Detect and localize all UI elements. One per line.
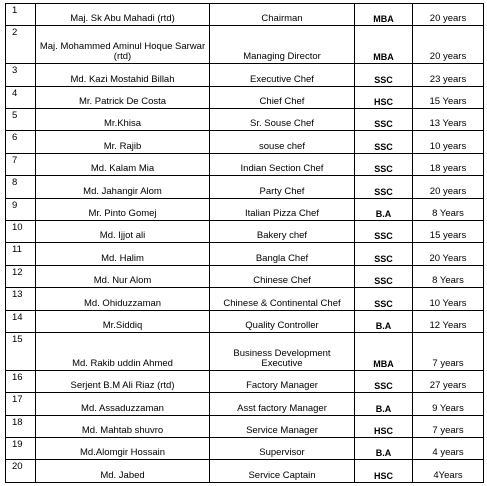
staff-name: Md. Mahtab shuvro (36, 415, 210, 437)
staff-experience: 13 Years (413, 109, 484, 131)
staff-name: Md. Kalam Mia (36, 153, 210, 175)
table-row (6, 438, 484, 460)
staff-qualification: HSC (355, 460, 413, 483)
staff-qualification: B.A (355, 310, 413, 332)
staff-position: Quality Controller (210, 310, 355, 332)
staff-qualification: B.A (355, 393, 413, 415)
staff-position: Party Chef (210, 176, 355, 198)
staff-experience: 4 years (413, 438, 484, 460)
staff-qualification: SSC (355, 153, 413, 175)
table-row (6, 221, 484, 243)
table-row (6, 4, 484, 26)
serial-number: 13 (6, 288, 36, 310)
table-row (6, 460, 484, 483)
staff-qualification: SSC (355, 109, 413, 131)
staff-experience: 20 years (413, 4, 484, 26)
staff-experience: 20 years (413, 26, 484, 64)
staff-experience: 9 Years (413, 393, 484, 415)
table-row (6, 310, 484, 332)
serial-number: 15 (6, 332, 36, 370)
serial-number: 5 (6, 109, 36, 131)
table-row (6, 64, 484, 86)
staff-qualification: SSC (355, 370, 413, 392)
table-row (6, 332, 484, 370)
staff-qualification: SSC (355, 243, 413, 265)
staff-experience: 7 years (413, 415, 484, 437)
staff-experience: 20 years (413, 176, 484, 198)
staff-experience: 8 Years (413, 265, 484, 287)
table-row (6, 265, 484, 287)
serial-number: 16 (6, 370, 36, 392)
staff-position: souse chef (210, 131, 355, 153)
staff-position: Chinese & Continental Chef (210, 288, 355, 310)
staff-name: Md. Rakib uddin Ahmed (36, 332, 210, 370)
staff-name: Md. Nur Alom (36, 265, 210, 287)
table-row (6, 176, 484, 198)
staff-qualification: MBA (355, 26, 413, 64)
staff-position: Factory Manager (210, 370, 355, 392)
staff-name: Mr. Rajib (36, 131, 210, 153)
staff-name: Md. Ohiduzzaman (36, 288, 210, 310)
staff-position: Supervisor (210, 438, 355, 460)
staff-position: Chinese Chef (210, 265, 355, 287)
staff-qualification: B.A (355, 198, 413, 220)
staff-experience: 7 years (413, 332, 484, 370)
staff-experience: 15 years (413, 221, 484, 243)
staff-position: Managing Director (210, 26, 355, 64)
table-row (6, 153, 484, 175)
staff-qualification: MBA (355, 332, 413, 370)
staff-experience: 23 years (413, 64, 484, 86)
serial-number: 8 (6, 176, 36, 198)
staff-table-body (6, 4, 484, 483)
serial-number: 2 (6, 26, 36, 64)
serial-number: 10 (6, 221, 36, 243)
staff-name: Mr.Khisa (36, 109, 210, 131)
staff-experience: 10 years (413, 131, 484, 153)
staff-position: Asst factory Manager (210, 393, 355, 415)
staff-name: Serjent B.M Ali Riaz (rtd) (36, 370, 210, 392)
staff-experience: 27 years (413, 370, 484, 392)
staff-name: Maj. Mohammed Aminul Hoque Sarwar (rtd) (36, 26, 210, 64)
table-row (6, 288, 484, 310)
staff-position: Bangla Chef (210, 243, 355, 265)
staff-position: Chairman (210, 4, 355, 26)
serial-number: 14 (6, 310, 36, 332)
serial-number: 6 (6, 131, 36, 153)
staff-experience: 20 Years (413, 243, 484, 265)
staff-qualification: SSC (355, 288, 413, 310)
staff-name: Md. Kazi Mostahid Billah (36, 64, 210, 86)
table-row (6, 370, 484, 392)
serial-number: 12 (6, 265, 36, 287)
staff-experience: 4Years (413, 460, 484, 483)
serial-number: 3 (6, 64, 36, 86)
staff-experience: 12 Years (413, 310, 484, 332)
staff-experience: 15 Years (413, 86, 484, 108)
table-row (6, 131, 484, 153)
staff-qualification: HSC (355, 86, 413, 108)
table-row (6, 26, 484, 64)
table-row (6, 198, 484, 220)
staff-experience: 18 years (413, 153, 484, 175)
staff-name: Mr. Patrick De Costa (36, 86, 210, 108)
staff-position: Executive Chef (210, 64, 355, 86)
staff-qualification: HSC (355, 415, 413, 437)
table-row (6, 415, 484, 437)
staff-position: Business Development Executive (210, 332, 355, 370)
staff-qualification: SSC (355, 221, 413, 243)
staff-qualification: MBA (355, 4, 413, 26)
staff-position: Indian Section Chef (210, 153, 355, 175)
serial-number: 19 (6, 438, 36, 460)
staff-qualification: SSC (355, 131, 413, 153)
serial-number: 1 (6, 4, 36, 26)
staff-position: Chief Chef (210, 86, 355, 108)
staff-experience: 10 Years (413, 288, 484, 310)
staff-position: Italian Pizza Chef (210, 198, 355, 220)
serial-number: 18 (6, 415, 36, 437)
staff-qualification: B.A (355, 438, 413, 460)
serial-number: 4 (6, 86, 36, 108)
staff-name: Md. Halim (36, 243, 210, 265)
staff-name: Md.Alomgir Hossain (36, 438, 210, 460)
staff-table (5, 3, 484, 483)
table-row (6, 243, 484, 265)
staff-name: Mr.Siddiq (36, 310, 210, 332)
staff-qualification: SSC (355, 176, 413, 198)
staff-experience: 8 Years (413, 198, 484, 220)
staff-qualification: SSC (355, 265, 413, 287)
serial-number: 9 (6, 198, 36, 220)
serial-number: 17 (6, 393, 36, 415)
staff-position: Service Manager (210, 415, 355, 437)
staff-name: Md. Jabed (36, 460, 210, 483)
staff-name: Md. Jahangir Alom (36, 176, 210, 198)
staff-name: Md. Assaduzzaman (36, 393, 210, 415)
staff-position: Bakery chef (210, 221, 355, 243)
table-row (6, 393, 484, 415)
staff-name: Md. Ijjot ali (36, 221, 210, 243)
serial-number: 7 (6, 153, 36, 175)
staff-qualification: SSC (355, 64, 413, 86)
staff-position: Service Captain (210, 460, 355, 483)
table-row (6, 86, 484, 108)
staff-position: Sr. Souse Chef (210, 109, 355, 131)
staff-name: Maj. Sk Abu Mahadi (rtd) (36, 4, 210, 26)
serial-number: 20 (6, 460, 36, 483)
table-row (6, 109, 484, 131)
staff-name: Mr. Pinto Gomej (36, 198, 210, 220)
serial-number: 11 (6, 243, 36, 265)
